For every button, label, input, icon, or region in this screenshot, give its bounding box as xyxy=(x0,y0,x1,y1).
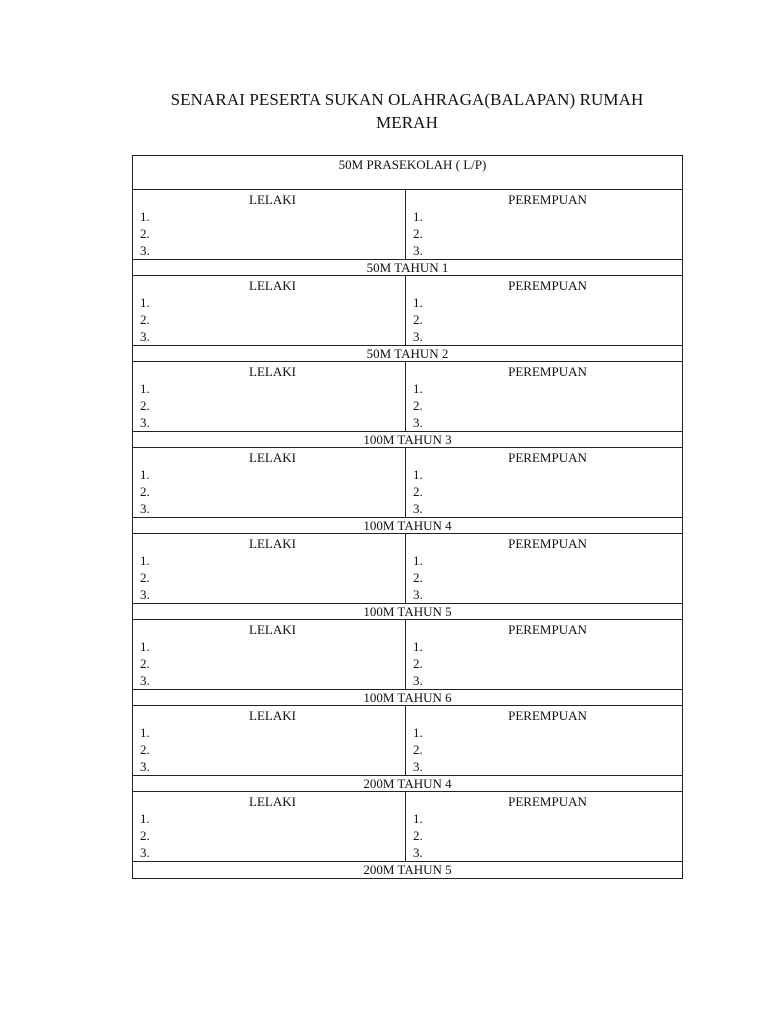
entry-row xyxy=(133,706,683,776)
female-heading: PEREMPUAN xyxy=(508,278,587,293)
entry-row xyxy=(133,190,683,260)
male-column xyxy=(133,620,406,690)
entry-number: 2. xyxy=(140,570,150,585)
event-title xyxy=(133,346,683,362)
entry-number: 1. xyxy=(413,209,423,224)
entry-number: 3. xyxy=(140,243,150,258)
entry-number: 3. xyxy=(140,587,150,602)
entry-number: 1. xyxy=(140,209,150,224)
male-column xyxy=(133,276,406,346)
entry-row xyxy=(133,276,683,346)
event-title-text: 200M TAHUN 5 xyxy=(363,862,452,877)
event-title-text: 100M TAHUN 3 xyxy=(363,432,452,447)
entry-number: 3. xyxy=(413,759,423,774)
event-header-row xyxy=(133,862,683,879)
female-heading: PEREMPUAN xyxy=(508,450,587,465)
male-column xyxy=(133,190,406,260)
event-header-row xyxy=(133,604,683,620)
female-heading: PEREMPUAN xyxy=(508,708,587,723)
event-title-text: 100M TAHUN 6 xyxy=(363,690,452,705)
title-line-1: SENARAI PESERTA SUKAN OLAHRAGA(BALAPAN) RUMAH xyxy=(170,90,644,109)
male-column xyxy=(133,706,406,776)
entry-number: 1. xyxy=(140,639,150,654)
entry-row xyxy=(133,620,683,690)
entry-number: 2. xyxy=(140,398,150,413)
female-heading: PEREMPUAN xyxy=(508,536,587,551)
entry-number: 2. xyxy=(413,226,423,241)
entry-number: 2. xyxy=(413,570,423,585)
entry-number: 1. xyxy=(140,467,150,482)
male-column xyxy=(133,448,406,518)
entry-number: 3. xyxy=(413,587,423,602)
event-header-row xyxy=(133,518,683,534)
event-header-row xyxy=(133,690,683,706)
entry-row xyxy=(133,448,683,518)
event-title xyxy=(133,260,683,276)
title-line-2: MERAH xyxy=(376,113,438,132)
event-header-row xyxy=(133,260,683,276)
entry-number: 2. xyxy=(140,742,150,757)
entry-number: 2. xyxy=(140,828,150,843)
entry-number: 2. xyxy=(413,312,423,327)
event-title-text: 50M TAHUN 1 xyxy=(366,260,449,275)
entry-number: 1. xyxy=(140,811,150,826)
entry-number: 1. xyxy=(413,811,423,826)
entry-number: 3. xyxy=(140,329,150,344)
male-heading: LELAKI xyxy=(249,192,296,207)
entry-row xyxy=(133,362,683,432)
entry-number: 3. xyxy=(140,759,150,774)
entry-number: 3. xyxy=(413,845,423,860)
male-heading: LELAKI xyxy=(249,278,296,293)
event-title-text: 50M PRASEKOLAH ( L/P) xyxy=(338,157,487,172)
entry-number: 1. xyxy=(413,553,423,568)
event-title xyxy=(133,156,683,190)
entry-number: 1. xyxy=(413,725,423,740)
entry-number: 1. xyxy=(413,295,423,310)
entry-number: 3. xyxy=(413,673,423,688)
entry-number: 1. xyxy=(413,639,423,654)
female-column xyxy=(406,362,683,432)
participant-table xyxy=(132,155,683,879)
event-header-row xyxy=(133,156,683,190)
entry-number: 3. xyxy=(413,415,423,430)
entry-number: 1. xyxy=(140,381,150,396)
event-title xyxy=(133,862,683,879)
entry-number: 3. xyxy=(140,501,150,516)
event-title xyxy=(133,432,683,448)
entry-number: 2. xyxy=(140,656,150,671)
event-title xyxy=(133,776,683,792)
male-heading: LELAKI xyxy=(249,708,296,723)
event-header-row xyxy=(133,346,683,362)
female-heading: PEREMPUAN xyxy=(508,794,587,809)
entry-number: 2. xyxy=(413,656,423,671)
entry-number: 1. xyxy=(140,295,150,310)
entry-number: 1. xyxy=(413,467,423,482)
male-column xyxy=(133,534,406,604)
male-heading: LELAKI xyxy=(249,794,296,809)
female-heading: PEREMPUAN xyxy=(508,364,587,379)
male-heading: LELAKI xyxy=(249,450,296,465)
event-title-text: 50M TAHUN 2 xyxy=(366,346,449,361)
female-heading: PEREMPUAN xyxy=(508,622,587,637)
event-title xyxy=(133,518,683,534)
entry-number: 1. xyxy=(140,725,150,740)
event-title-text: 100M TAHUN 5 xyxy=(363,604,452,619)
entry-number: 3. xyxy=(413,501,423,516)
entry-number: 2. xyxy=(140,312,150,327)
event-header-row xyxy=(133,776,683,792)
entry-row xyxy=(133,792,683,862)
entry-number: 2. xyxy=(140,484,150,499)
female-column xyxy=(406,706,683,776)
male-column xyxy=(133,792,406,862)
event-title xyxy=(133,604,683,620)
entry-number: 3. xyxy=(413,243,423,258)
entry-number: 3. xyxy=(140,845,150,860)
entry-row xyxy=(133,534,683,604)
female-column xyxy=(406,792,683,862)
entry-number: 2. xyxy=(413,398,423,413)
entry-number: 3. xyxy=(140,673,150,688)
male-heading: LELAKI xyxy=(249,364,296,379)
event-title xyxy=(133,690,683,706)
female-heading: PEREMPUAN xyxy=(508,192,587,207)
event-header-row xyxy=(133,432,683,448)
female-column xyxy=(406,190,683,260)
female-column xyxy=(406,534,683,604)
event-title-text: 200M TAHUN 4 xyxy=(363,776,452,791)
female-column xyxy=(406,448,683,518)
entry-number: 3. xyxy=(413,329,423,344)
entry-number: 2. xyxy=(140,226,150,241)
female-column xyxy=(406,620,683,690)
entry-number: 2. xyxy=(413,828,423,843)
male-heading: LELAKI xyxy=(249,622,296,637)
event-title-text: 100M TAHUN 4 xyxy=(363,518,452,533)
entry-number: 2. xyxy=(413,742,423,757)
entry-number: 1. xyxy=(140,553,150,568)
entry-number: 1. xyxy=(413,381,423,396)
entry-number: 3. xyxy=(140,415,150,430)
entry-number: 2. xyxy=(413,484,423,499)
document-title xyxy=(0,88,768,134)
male-column xyxy=(133,362,406,432)
female-column xyxy=(406,276,683,346)
male-heading: LELAKI xyxy=(249,536,296,551)
